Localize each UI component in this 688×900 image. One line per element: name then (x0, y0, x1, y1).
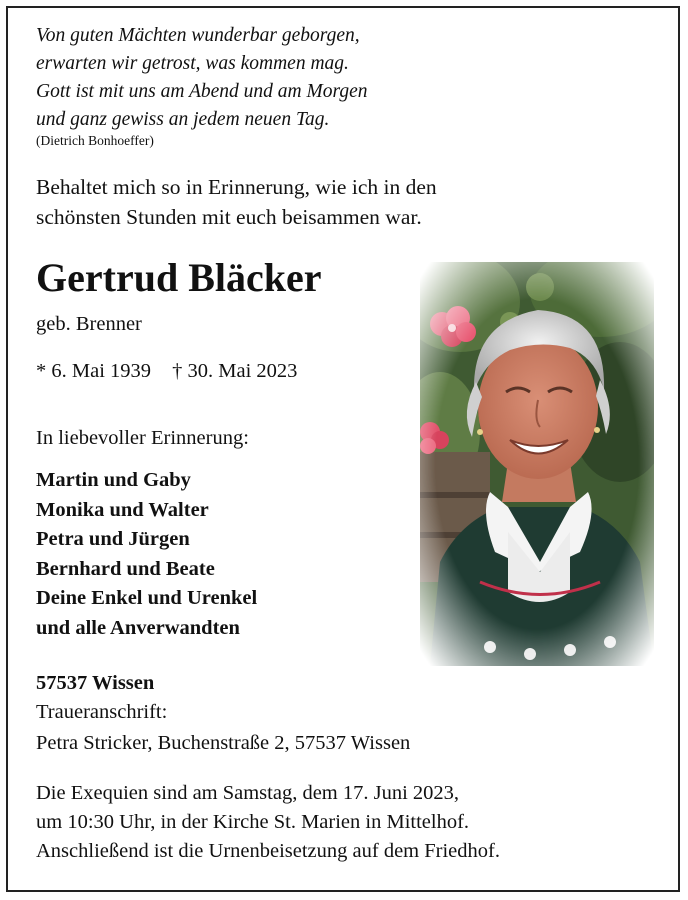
poem-author: (Dietrich Bonhoeffer) (36, 133, 154, 148)
poem (36, 22, 368, 150)
life-dates (36, 357, 297, 385)
poem-line: erwarten wir getrost, was kommen mag. (36, 53, 349, 74)
quote-line: schönsten Stunden mit euch beisammen war. (36, 205, 422, 229)
service-line: um 10:30 Uhr, in der Kirche St. Marien in Mittelhof. (36, 811, 470, 833)
mourner-entry: Petra und Jürgen (36, 528, 190, 551)
mourner-entry: Deine Enkel und Urenkel (36, 587, 258, 610)
mourner-entry: Martin und Gaby (36, 469, 191, 491)
service-line: Anschließend ist die Urnenbeisetzung auf dem Friedhof. (36, 840, 500, 862)
address-label: Traueranschrift: (36, 701, 168, 723)
portrait-illustration (420, 262, 654, 666)
quote-line: Behaltet mich so in Erinnerung, wie ich in den (36, 175, 437, 199)
memory-heading: In liebevoller Erinnerung: (36, 427, 249, 449)
deceased-name: Gertrud Bläcker (36, 255, 322, 300)
mourner-entry: Bernhard und Beate (36, 557, 215, 580)
memorial-quote (36, 172, 437, 232)
mourners-list (36, 466, 257, 644)
birth-date: * 6. Mai 1939 (36, 360, 152, 382)
poem-line: Gott ist mit uns am Abend und am Morgen (36, 81, 368, 102)
death-date: † 30. Mai 2023 (172, 360, 298, 382)
poem-line: Von guten Mächten wunderbar geborgen, (36, 25, 360, 46)
service-info (36, 779, 500, 866)
mourner-entry: Monika und Walter (36, 498, 209, 521)
poem-line: und ganz gewiss an jedem neuen Tag. (36, 109, 330, 130)
service-line: Die Exequien sind am Samstag, dem 17. Juni 2023, (36, 782, 460, 804)
maiden-name: geb. Brenner (36, 313, 142, 335)
portrait-photo (420, 262, 654, 666)
mourner-entry: und alle Anverwandten (36, 616, 240, 639)
mourning-address: Petra Stricker, Buchenstraße 2, 57537 Wissen (36, 732, 411, 754)
city: 57537 Wissen (36, 672, 155, 694)
